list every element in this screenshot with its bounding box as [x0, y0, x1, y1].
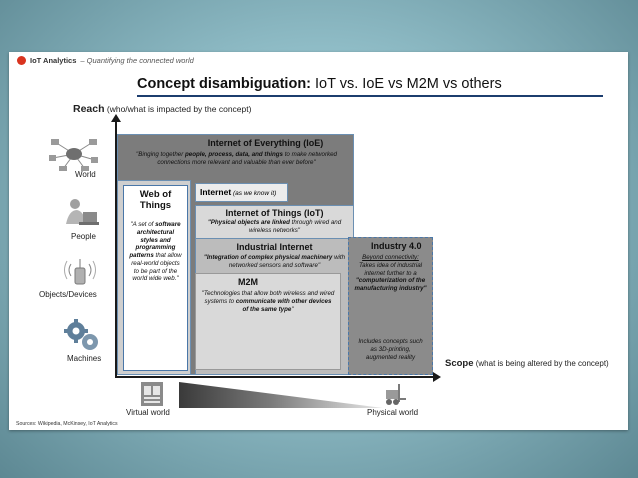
wot-title-line2: Things [139, 200, 172, 211]
m2m-title: M2M [238, 277, 258, 287]
iot-desc-rest: through wired and wireless networks" [248, 219, 342, 234]
internet-title: Internet [200, 187, 232, 197]
brand-tagline: – Quantifying the connected world [80, 56, 194, 65]
iot-title: Internet of Things (IoT) [225, 208, 324, 218]
category-objects-devices: Objects/Devices [39, 290, 97, 299]
industrial-internet-title: Industrial Internet [236, 242, 313, 252]
iot-description [204, 219, 345, 235]
m2m-desc-bold: communicate with other devices of the same type [235, 297, 332, 313]
gears-icon [63, 318, 101, 352]
ioe-title: Internet of Everything (IoE) [207, 138, 324, 148]
internet-box [195, 183, 288, 202]
y-axis-label-rest: (who/what is impacted by the concept) [104, 104, 252, 114]
wot-desc-part1: "A set of [130, 221, 156, 228]
industry-4-footnote: Includes concepts such as 3D-printing, augmented reality [358, 338, 423, 361]
title-rest: IoT vs. IoE vs M2M vs others [311, 76, 502, 92]
ioe-desc-part1: "Binging together [136, 151, 185, 158]
y-axis-label-bold: Reach [73, 103, 105, 115]
category-machines: Machines [67, 354, 102, 363]
network-globe-icon [49, 136, 99, 172]
wireless-device-icon [63, 256, 97, 286]
x-axis [115, 376, 435, 378]
i40-desc-bold: "computerization of the manufacturing industry" [354, 277, 427, 292]
documents-icon [141, 382, 163, 406]
i40-desc-part1: Takes idea of industrial internet further to a [358, 261, 423, 277]
x-axis-label-rest: (what is being altered by the concept) [473, 359, 609, 368]
brand-logo-icon [17, 56, 26, 65]
person-laptop-icon [61, 196, 101, 228]
ioe-desc-part2: to make networked connections more relevant and valuable than ever before" [157, 151, 337, 166]
category-world: World [75, 170, 96, 179]
virtual-world-label: Virtual world [126, 408, 170, 417]
y-axis-label [73, 103, 251, 115]
ii-desc-bold: "Integration of complex physical machinery [203, 254, 333, 261]
wot-description [128, 221, 183, 283]
physical-world-label: Physical world [367, 408, 419, 417]
industry-4-box [348, 237, 433, 375]
wot-desc-bold: software architectural styles and programming patterns [129, 221, 181, 259]
title-bold: Concept disambiguation: [137, 76, 311, 92]
wot-box [123, 185, 188, 371]
m2m-description [201, 290, 335, 313]
m2m-desc-part2: " [291, 305, 294, 313]
wot-title-line1: Web of [139, 189, 172, 200]
x-axis-label [445, 358, 609, 369]
x-axis-label-bold: Scope [445, 358, 474, 369]
slide [9, 52, 628, 430]
slide-header [17, 56, 194, 65]
m2m-box [195, 273, 341, 370]
m2m-desc-part1: "Technologies that allow both wireless and wired systems to [201, 290, 335, 305]
iot-desc-bold: "Physical objects are linked [207, 219, 290, 226]
ioe-desc-bold: people, process, data, and things [184, 151, 283, 158]
wot-desc-part2: that allow real-world objects to be part of the world wide web." [131, 252, 182, 283]
virtual-physical-gradient [179, 382, 383, 408]
forklift-icon [384, 382, 406, 406]
i40-desc-underline: Beyond connectivity: [362, 254, 419, 261]
category-people: People [71, 232, 96, 241]
ioe-description [124, 151, 349, 167]
brand-name: IoT Analytics [30, 56, 77, 65]
source-note: Sources: Wikipedia, McKinsey, IoT Analytics [16, 421, 118, 427]
x-axis-arrow [433, 372, 441, 382]
title-underline [137, 95, 603, 97]
industry-4-title: Industry 4.0 [371, 241, 422, 251]
slide-title [137, 76, 502, 92]
ii-desc-rest: with networked sensors and software" [228, 254, 346, 269]
industrial-internet-description [202, 254, 347, 270]
internet-note: (as we know it) [231, 190, 277, 197]
industry-4-description [354, 254, 427, 293]
